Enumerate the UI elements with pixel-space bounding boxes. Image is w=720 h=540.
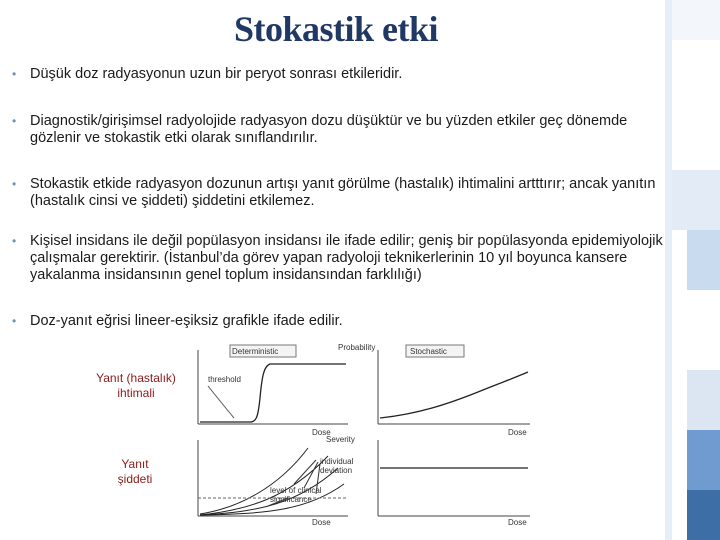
severity-label: Severity (326, 435, 355, 444)
bullet-item: • Diagnostik/girişimsel radyolojide radyasyon dozu düşüktür ve bu yüzden etkiler geç dönemde gözlenir ve stokastik etki olarak sınıflandırılır. (12, 113, 628, 146)
deterministic-label: Deterministic (232, 347, 279, 356)
bullet-item: • Doz-yanıt eğrisi lineer-eşiksiz grafikle ifade edilir. (12, 313, 343, 329)
individual-label: individual (320, 457, 354, 466)
response-probability-label: Yanıt (hastalık) ihtimali (96, 371, 176, 400)
threshold-label: threshold (208, 375, 241, 384)
stochastic-label: Stochastic (410, 347, 447, 356)
deviation-label: deviation (320, 466, 353, 475)
dose-label-top-left: Dose (312, 428, 331, 437)
dose-label-bottom-left: Dose (312, 518, 331, 527)
bullet-item: • Stokastik etkide radyasyon dozunun artışı yanıt görülme (hastalık) ihtimalini artttırır; ancak yanıtın (hastalık cinsi ve şiddeti) şiddetini etkilemez. (12, 176, 656, 209)
dose-label-bottom-right: Dose (508, 518, 527, 527)
bullet-dot-icon: • (12, 234, 17, 248)
probability-label: Probability (338, 343, 376, 352)
bullet-item: • Kişisel insidans ile değil popülasyon insidansı ile ifade edilir; geniş bir popülasyonda epidemiyolojik çalışmalar gerektirir. (İstanbul’da görev yapan radyoloji teknikerlerinin 10 yıl boyunca kansere yakalanma insidansının genel toplum insidansından farklılığı) (12, 233, 663, 283)
level-of-clinical-label: level of clinical (270, 486, 322, 495)
bullet-dot-icon: • (12, 114, 17, 128)
slide-title: Stokastik etki (233, 9, 439, 49)
bullet-dot-icon: • (12, 177, 17, 191)
bullet-dot-icon: • (12, 314, 17, 328)
bullet-item: • Düşük doz radyasyonun uzun bir peryot sonrası etkileridir. (12, 66, 403, 82)
dose-response-figure (178, 338, 543, 530)
response-severity-label: Yanıt şiddeti (117, 457, 153, 486)
bullet-dot-icon: • (12, 67, 17, 81)
dose-label-top-right: Dose (508, 428, 527, 437)
significance-label: significance (270, 495, 312, 504)
